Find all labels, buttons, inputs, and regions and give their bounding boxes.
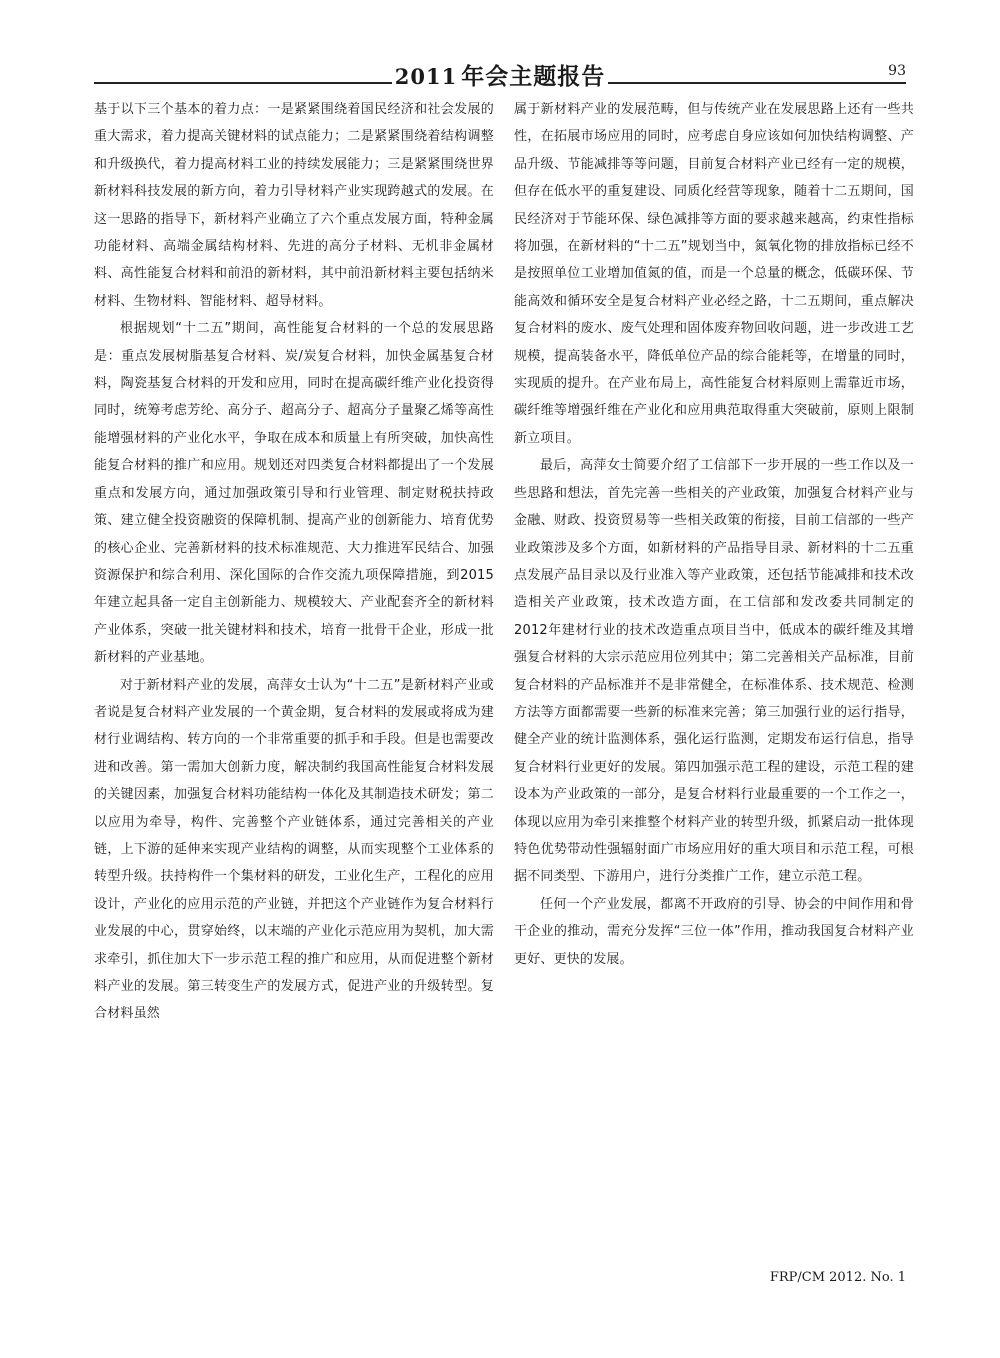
left-paragraph-2: 根据规划“十二五”期间，高性能复合材料的一个总的发展思路是：重点发展树脂基复合材料、炭/炭复合材料，加快金属基复合材料，陶瓷基复合材料的开发和应用，同时在提高碳纤维产业化投资得同时，统筹考虑芳纶、高分子、超高分子、超高分子量聚乙烯等高性能增强材料的产业化水平，争取在成本和质量上有所突破，加快高性能复合材料的推广和应用。规划还对四类复合材料都提出了一个发展重点和发展方向，通过加强政策引导和行业管理、制定财税扶持政策、建立健全投资融资的保障机制、提高产业的创新能力、培育优势的核心企业、完善新材料的技术标准规范、大力推进军民结合、加强资源保护和综合利用、深化国际的合作交流九项保障措施，到2015年建立起具备一定自主创新能力、规模较大、产业配套齐全的新材料产业体系，突破一批关键材料和技术，培育一批骨干企业，形成一批新材料的产业基地。 (94, 321, 494, 666)
right-paragraph-3: 任何一个产业发展，都离不开政府的引导、协会的中间作用和骨干企业的推动，需充分发挥“三位一体”作用，推动我国复合材料产业更好、更快的发展。 (514, 896, 914, 967)
right-column (514, 96, 914, 973)
running-header (392, 58, 608, 91)
header-title: 年会主题报告 (461, 63, 606, 90)
header-year: 2011 (394, 64, 458, 89)
header-rule-left (94, 82, 392, 84)
right-paragraph-2: 最后，高萍女士简要介绍了工信部下一步开展的一些工作以及一些思路和想法，首先完善一些相关的产业政策，加强复合材料产业与金融、财政、投资贸易等一些相关政策的衔接，目前工信部的一些产业政策涉及多个方面，如新材料的产品指导目录、新材料的十二五重点发展产品目录以及行业准入等产业政策，还包括节能减排和技术改造相关产业政策，技术改造方面，在工信部和发改委共同制定的2012年建材行业的技术改造重点项目当中，低成本的碳纤维及其增强复合材料的大宗示范应用位列其中；第二完善相关产品标准，目前复合材料的产品标准并不是非常健全，在标准体系、技术规范、检测方法等方面都需要一些新的标准来完善；第三加强行业的运行指导，健全产业的统计监测体系，强化运行监测，定期发布运行信息，指导复合材料行业更好的发展。第四加强示范工程的建设，示范工程的建设本为产业政策的一部分，是复合材料行业最重要的一个工作之一，体现以应用为牵引来推整个材料产业的转型升级，抓紧启动一批体现特色优势带动性强辐射面广市场应用好的重大项目和示范工程，可根据不同类型、下游用户，进行分类推广工作，建立示范工程。 (514, 458, 914, 885)
header-rule-right (608, 82, 906, 84)
left-paragraph-1: 基于以下三个基本的着力点：一是紧紧围绕着国民经济和社会发展的重大需求，着力提高关键材料的试点能力；二是紧紧围绕着结构调整和升级换代，着力提高材料工业的持续发展能力；三是紧紧围绕世界新材料科技发展的新方向，着力引导材料产业实现跨越式的发展。在这一思路的指导下，新材料产业确立了六个重点发展方面，特种金属功能材料、高端金属结构材料、先进的高分子材料、无机非金属材料、高性能复合材料和前沿的新材料，其中前沿新材料主要包括纳米材料、生物材料、智能材料、超导材料。 (94, 102, 494, 309)
journal-footer: FRP/CM 2012. No. 1 (769, 1270, 906, 1285)
left-paragraph-3: 对于新材料产业的发展，高萍女士认为“十二五”是新材料产业或者说是复合材料产业发展的一个黄金期，复合材料的发展或将成为建材行业调结构、转方向的一个非常重要的抓手和手段。但是也需要改进和改善。第一需加大创新力度，解决制约我国高性能复合材料发展的关键因素，加强复合材料功能结构一体化及其制造技术研发；第二以应用为牵导，构件、完善整个产业链体系，通过完善相关的产业链，上下游的延伸来实现产业结构的调整，从而实现整个工业体系的转型升级。扶持构件一个集材料的研发，工业化生产，工程化的应用设计，产业化的应用示范的产业链，并把这个产业链作为复合材料行业发展的中心，贯穿始终，以末端的产业化示范应用为契机，加大需求牵引，抓住加大下一步示范工程的推广和应用，从而促进整个新材料产业的发展。第三转变生产的发展方式，促进产业的升级转型。复合材料虽然 (94, 677, 494, 1022)
right-paragraph-1: 属于新材料产业的发展范畴，但与传统产业在发展思路上还有一些共性，在拓展市场应用的同时，应考虑自身应该如何加快结构调整、产品升级、节能减排等等问题，目前复合材料产业已经有一定的规模，但存在低水平的重复建设、同质化经营等现象，随着十二五期间，国民经济对于节能环保、绿色减排等方面的要求越来越高，约束性指标将加强，在新材料的“十二五”规划当中，氮氧化物的排放指标已经不是按照单位工业增加值氮的值，而是一个总量的概念，低碳环保、节能高效和循环安全是复合材料产业必经之路，十二五期间，重点解决复合材料的废水、废气处理和固体废弃物回收问题，进一步改进工艺规模，提高装备水平，降低单位产品的综合能耗等，在增量的同时，实现质的提升。在产业布局上，高性能复合材料原则上需靠近市场，碳纤维等增强纤维在产业化和应用典范取得重大突破前，原则上限制新立项目。 (514, 102, 914, 446)
page-number: 93 (888, 63, 906, 79)
left-column (94, 96, 494, 1028)
